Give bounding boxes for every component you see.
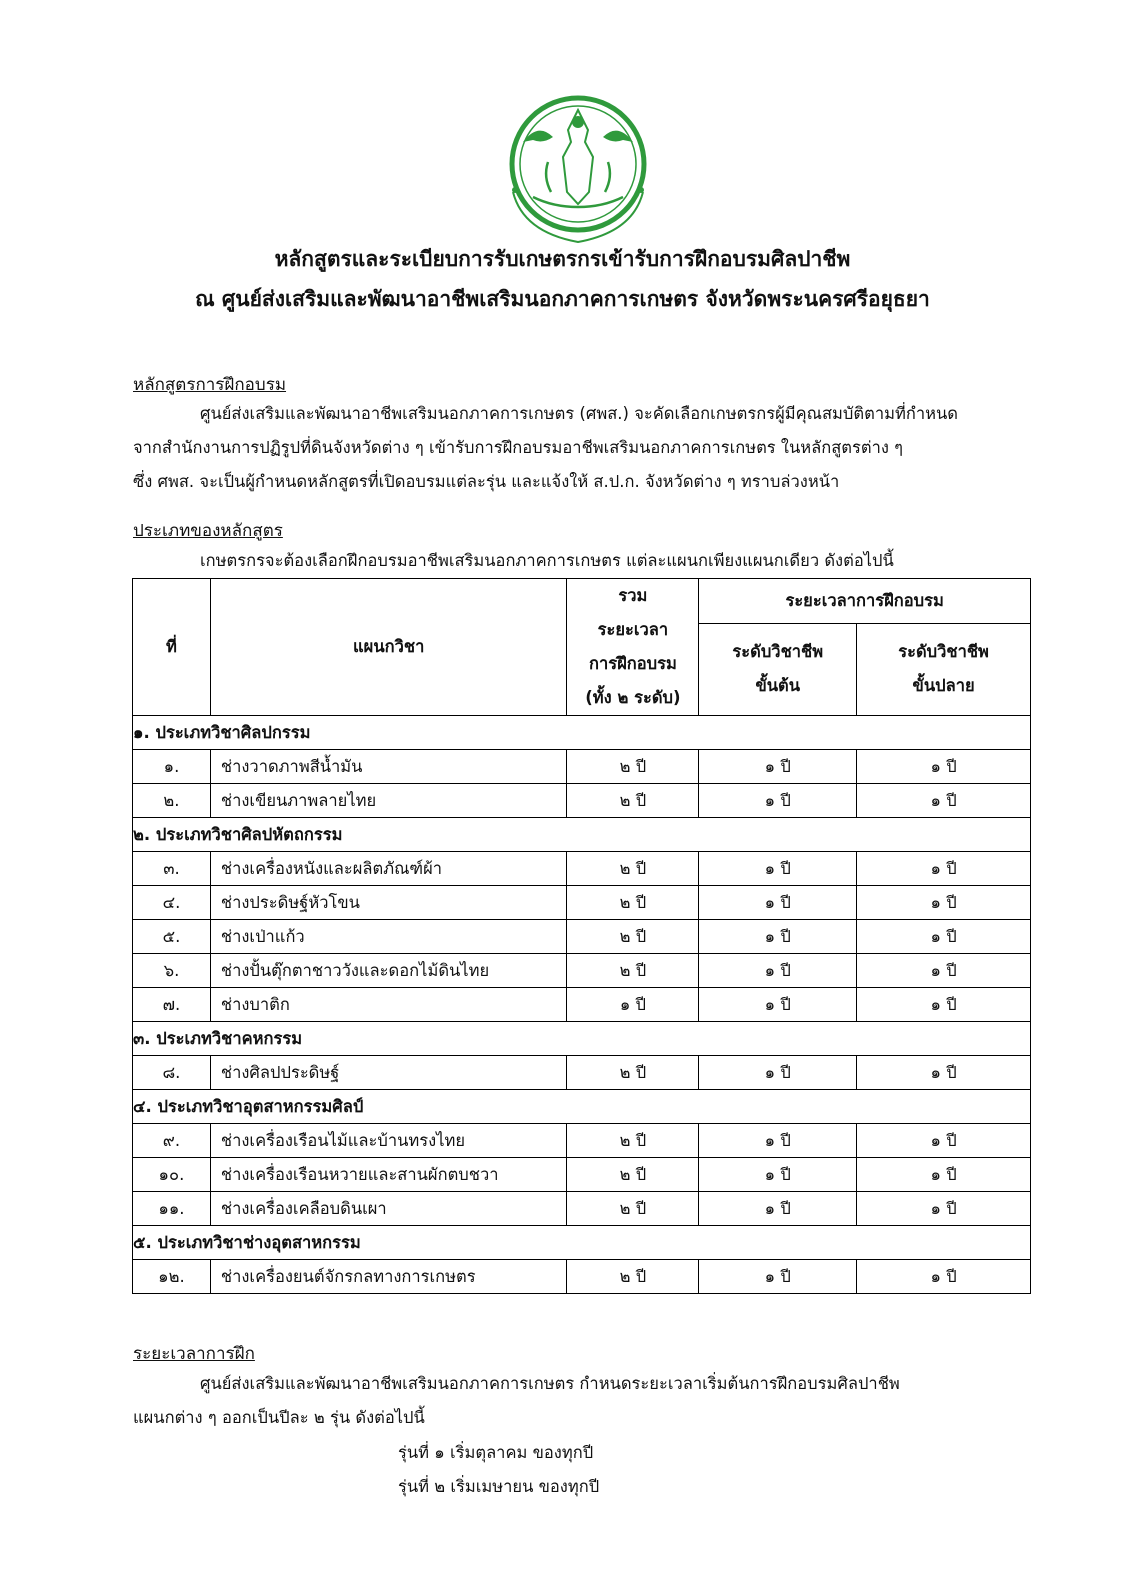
basic-level-duration: ๑ ปี	[699, 988, 857, 1022]
total-duration: ๒ ปี	[567, 954, 699, 988]
duration-para-line: แผนกต่าง ๆ ออกเป็นปีละ ๒ รุ่น ดังต่อไปนี้	[133, 1408, 425, 1427]
duration-section-heading: ระยะเวลาการฝึก	[133, 1344, 255, 1364]
col-header-training-duration: ระยะเวลาการฝึกอบรม	[699, 579, 1031, 624]
category-row	[133, 1226, 1031, 1260]
category-row	[133, 818, 1031, 852]
category-row	[133, 716, 1031, 750]
final-level-duration: ๑ ปี	[857, 784, 1031, 818]
final-level-duration: ๑ ปี	[857, 1158, 1031, 1192]
category-name: ๒. ประเภทวิชาศิลปหัตถกรรม	[133, 818, 1031, 852]
course-table	[132, 578, 1031, 1294]
row-number: ๑๒.	[133, 1260, 211, 1294]
course-table-body	[133, 716, 1031, 1294]
basic-level-duration: ๑ ปี	[699, 1124, 857, 1158]
row-number: ๗.	[133, 988, 211, 1022]
department-name: ช่างปั้นตุ๊กตาชาววังและดอกไม้ดินไทย	[210, 954, 567, 988]
final-level-duration: ๑ ปี	[857, 1124, 1031, 1158]
row-number: ๔.	[133, 886, 211, 920]
final-level-duration: ๑ ปี	[857, 1056, 1031, 1090]
basic-level-line: ระดับวิชาชีพ	[732, 642, 824, 662]
basic-level-duration: ๑ ปี	[699, 1192, 857, 1226]
total-duration: ๒ ปี	[567, 784, 699, 818]
department-name: ช่างเครื่องยนต์จักรกลทางการเกษตร	[210, 1260, 567, 1294]
total-duration: ๒ ปี	[567, 1192, 699, 1226]
total-duration: ๒ ปี	[567, 920, 699, 954]
types-intro-line: เกษตรกรจะต้องเลือกฝึกอบรมอาชีพเสริมนอกภาคการเกษตร แต่ละแผนกเพียงแผนกเดียว ดังต่อไปนี้	[200, 551, 894, 570]
category-name: ๓. ประเภทวิชาคหกรรม	[133, 1022, 1031, 1056]
final-level-duration: ๑ ปี	[857, 852, 1031, 886]
department-name: ช่างเครื่องหนังและผลิตภัณฑ์ผ้า	[210, 852, 567, 886]
basic-level-duration: ๑ ปี	[699, 750, 857, 784]
col-header-basic-level	[699, 623, 857, 715]
course-para-line: ศูนย์ส่งเสริมและพัฒนาอาชีพเสริมนอกภาคการเกษตร (ศพส.) จะคัดเลือกเกษตรกรผู้มีคุณสมบัติตามที่กำหนด	[200, 404, 958, 423]
final-level-line: ขั้นปลาย	[912, 676, 975, 696]
final-level-line: ระดับวิชาชีพ	[898, 642, 989, 662]
table-row	[133, 852, 1031, 886]
col-header-total-line: ระยะเวลา	[597, 620, 669, 639]
row-number: ๒.	[133, 784, 211, 818]
basic-level-duration: ๑ ปี	[699, 852, 857, 886]
category-name: ๔. ประเภทวิชาอุตสาหกรรมศิลป์	[133, 1090, 1031, 1124]
batch-line-2: รุ่นที่ ๒ เริ่มเมษายน ของทุกปี	[398, 1477, 600, 1496]
col-header-total-line: การฝึกอบรม	[588, 654, 677, 673]
row-number: ๘.	[133, 1056, 211, 1090]
total-duration: ๒ ปี	[567, 886, 699, 920]
col-header-total-line: (ทั้ง ๒ ระดับ)	[585, 688, 681, 707]
table-row	[133, 1192, 1031, 1226]
table-row	[133, 1124, 1031, 1158]
duration-para-line: ศูนย์ส่งเสริมและพัฒนาอาชีพเสริมนอกภาคการเกษตร กำหนดระยะเวลาเริ่มต้นการฝึกอบรมศิลปาชีพ	[200, 1374, 900, 1393]
final-level-duration: ๑ ปี	[857, 1260, 1031, 1294]
duration-section-body	[133, 1367, 1033, 1435]
row-number: ๑๐.	[133, 1158, 211, 1192]
department-name: ช่างประดิษฐ์หัวโขน	[210, 886, 567, 920]
types-section-intro	[133, 544, 1033, 578]
final-level-duration: ๑ ปี	[857, 750, 1031, 784]
course-section-heading: หลักสูตรการฝึกอบรม	[133, 375, 287, 395]
total-duration: ๑ ปี	[567, 988, 699, 1022]
department-name: ช่างเขียนภาพลายไทย	[210, 784, 567, 818]
col-header-no: ที่	[133, 579, 211, 716]
row-number: ๑๑.	[133, 1192, 211, 1226]
table-row	[133, 988, 1031, 1022]
basic-level-duration: ๑ ปี	[699, 886, 857, 920]
department-name: ช่างเครื่องเคลือบดินเผา	[210, 1192, 567, 1226]
table-row	[133, 920, 1031, 954]
table-row	[133, 750, 1031, 784]
table-row	[133, 886, 1031, 920]
department-name: ช่างศิลปประดิษฐ์	[210, 1056, 567, 1090]
table-row	[133, 1260, 1031, 1294]
document-title-line-2: ณ ศูนย์ส่งเสริมและพัฒนาอาชีพเสริมนอกภาคการเกษตร จังหวัดพระนครศรีอยุธยา	[195, 287, 930, 311]
row-number: ๓.	[133, 852, 211, 886]
table-row	[133, 1158, 1031, 1192]
course-section-body	[133, 397, 1033, 499]
total-duration: ๒ ปี	[567, 852, 699, 886]
basic-level-duration: ๑ ปี	[699, 1158, 857, 1192]
final-level-duration: ๑ ปี	[857, 886, 1031, 920]
department-name: ช่างวาดภาพสีน้ำมัน	[210, 750, 567, 784]
basic-level-duration: ๑ ปี	[699, 784, 857, 818]
row-number: ๙.	[133, 1124, 211, 1158]
total-duration: ๒ ปี	[567, 1260, 699, 1294]
col-header-total-duration	[567, 579, 699, 716]
col-header-total-top: รวม	[618, 586, 648, 605]
department-name: ช่างเครื่องเรือนหวายและสานผักตบชวา	[210, 1158, 567, 1192]
final-level-duration: ๑ ปี	[857, 920, 1031, 954]
basic-level-duration: ๑ ปี	[699, 1260, 857, 1294]
final-level-duration: ๑ ปี	[857, 954, 1031, 988]
batch-line-1: รุ่นที่ ๑ เริ่มตุลาคม ของทุกปี	[398, 1443, 594, 1462]
department-name: ช่างเป่าแก้ว	[210, 920, 567, 954]
category-row	[133, 1022, 1031, 1056]
table-row	[133, 784, 1031, 818]
row-number: ๕.	[133, 920, 211, 954]
department-name: ช่างเครื่องเรือนไม้และบ้านทรงไทย	[210, 1124, 567, 1158]
final-level-duration: ๑ ปี	[857, 988, 1031, 1022]
course-para-line: จากสำนักงานการปฏิรูปที่ดินจังหวัดต่าง ๆ เข้ารับการฝึกอบรมอาชีพเสริมนอกภาคการเกษตร ในหลักสูตรต่าง ๆ	[133, 438, 904, 457]
category-name: ๕. ประเภทวิชาช่างอุตสาหกรรม	[133, 1226, 1031, 1260]
total-duration: ๒ ปี	[567, 1056, 699, 1090]
col-header-department: แผนกวิชา	[210, 579, 567, 716]
row-number: ๖.	[133, 954, 211, 988]
total-duration: ๒ ปี	[567, 750, 699, 784]
basic-level-duration: ๑ ปี	[699, 954, 857, 988]
basic-level-line: ขั้นต้น	[755, 676, 801, 696]
basic-level-duration: ๑ ปี	[699, 920, 857, 954]
category-row	[133, 1090, 1031, 1124]
row-number: ๑.	[133, 750, 211, 784]
document-title-line-1: หลักสูตรและระเบียบการรับเกษตรกรเข้ารับการฝึกอบรมศิลปาชีพ	[274, 247, 851, 271]
alro-emblem-logo	[493, 82, 663, 252]
total-duration: ๒ ปี	[567, 1158, 699, 1192]
basic-level-duration: ๑ ปี	[699, 1056, 857, 1090]
table-row	[133, 1056, 1031, 1090]
table-row	[133, 954, 1031, 988]
course-para-line: ซึ่ง ศพส. จะเป็นผู้กำหนดหลักสูตรที่เปิดอบรมแต่ละรุ่น และแจ้งให้ ส.ป.ก. จังหวัดต่าง ๆ ทราบล่วงหน้า	[133, 472, 840, 491]
col-header-final-level	[857, 623, 1031, 715]
final-level-duration: ๑ ปี	[857, 1192, 1031, 1226]
total-duration: ๒ ปี	[567, 1124, 699, 1158]
types-section-heading: ประเภทของหลักสูตร	[133, 521, 283, 541]
category-name: ๑. ประเภทวิชาศิลปกรรม	[133, 716, 1031, 750]
department-name: ช่างบาติก	[210, 988, 567, 1022]
